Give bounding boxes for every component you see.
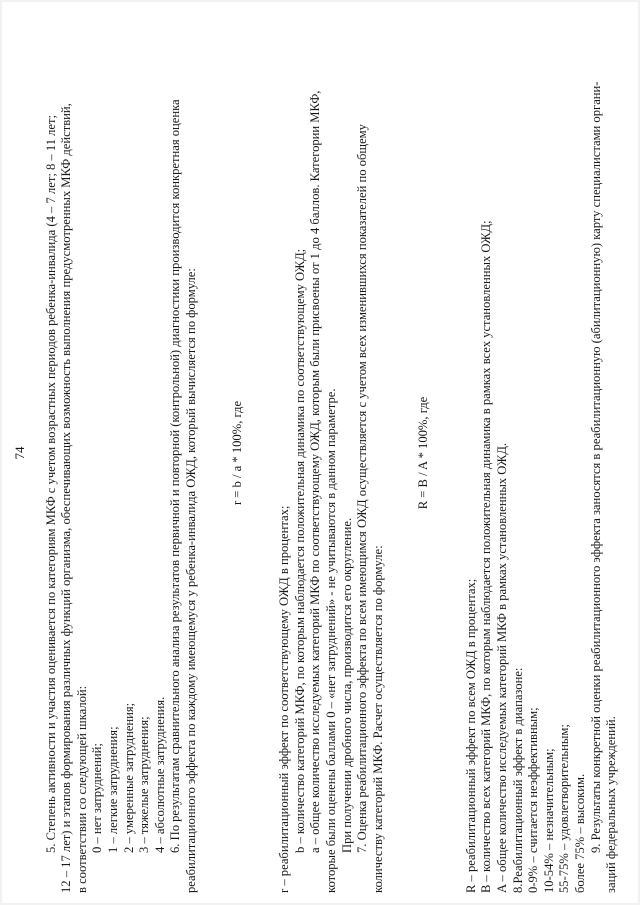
scale-item: 4 – абсолютные затруднения. [152, 696, 167, 853]
spacer [255, 13, 277, 893]
legend-b: b – количество категорий МКФ, по которым наблюдается положительная динамика по соответствующему ОЖД; [292, 248, 307, 853]
spacer [442, 13, 464, 893]
legend-B: B – количество всех категорий МКФ, по которым наблюдается положительная динамика в рамках всех установленных ОЖД; [479, 220, 494, 893]
legend-a: a – общее количество исследуемых категорий МКФ по соответствующему ОЖД, которым были присвоены от 1 до 4 баллов. Категории МКФ, [308, 90, 323, 853]
formula-R: R = B / A * 100%, где [416, 396, 431, 510]
range-item: более 75% – высоким. [573, 773, 588, 893]
scale-item: 3 – тяжелые затруднения; [137, 716, 152, 853]
spacer [386, 13, 408, 893]
range-item: 0-9% – считается неэффективным; [526, 707, 541, 893]
section-7-line-2: количеству категорий МКФ. Расчет осуществляется по формуле: [370, 545, 385, 893]
scale-item: 2 – умеренные затруднения; [121, 702, 136, 853]
range-item: 10-54% – незначительным; [541, 748, 556, 893]
section-8-title: 8.Реабилитационный эффект в диапазоне: [510, 667, 525, 893]
section-7-line-1: 7. Оценка реабилитационного эффекта по всем имеющимся ОЖД осуществляется с учетом всех изменившихся показателей по общему [355, 124, 370, 853]
section-6-line-1: 6. По результатам сравнительного анализа результатов первичной и повторной (контрольной) диагностики производится конкретная оценка [168, 99, 183, 853]
section-5-line-1: 5. Степень активности и участия оценивается по категориям МКФ с учетом возрастных периодов ребенка-инвалида (4 – 7 лет; 8 – 11 лет; [43, 114, 58, 853]
rotated-text-block [12, 13, 619, 893]
section-6-line-2: реабилитационного эффекта по каждому имеющемуся у ребенка-инвалида ОЖД, который вычисляется по формуле: [183, 268, 198, 893]
scale-item: 0 – нет затруднений; [90, 743, 105, 853]
section-9-line-2: заций федеральных учреждений. [604, 716, 619, 893]
rounding-note: При получении дробного числа, производится его округление. [339, 517, 354, 853]
section-9-line-1: 9. Результаты конкретной оценки реабилитационного эффекта заносятся в реабилитационную (абилитационную) карту специалистами органи- [588, 81, 603, 853]
legend-a-continued: которые были оценены баллами 0 – «нет затруднений» - не учитываются в данном параметре. [323, 388, 338, 893]
page-number: 74 [12, 446, 27, 460]
legend-R: R – реабилитационный эффект по всем ОЖД в процентах; [463, 578, 478, 893]
formula-r: r = b / a * 100%, где [229, 400, 244, 506]
spacer [200, 13, 222, 893]
legend-r: r – реабилитационный эффект по соответствующему ОЖД в процентах; [277, 505, 292, 893]
scale-item: 1 – легкие затруднения; [105, 726, 120, 853]
legend-A: A – общее количество исследуемых категорий МКФ в рамках установленных ОЖД. [495, 442, 510, 893]
section-5-line-2: 12 – 17 лет) и этапов формирования различных функций организма, обеспечивающих возможность выполнения предусмотренных МКФ действий, [59, 103, 74, 893]
section-5-line-3: в соответствии со следующей шкалой: [74, 685, 89, 893]
range-item: 55-75% – удовлетворительным; [557, 724, 572, 893]
